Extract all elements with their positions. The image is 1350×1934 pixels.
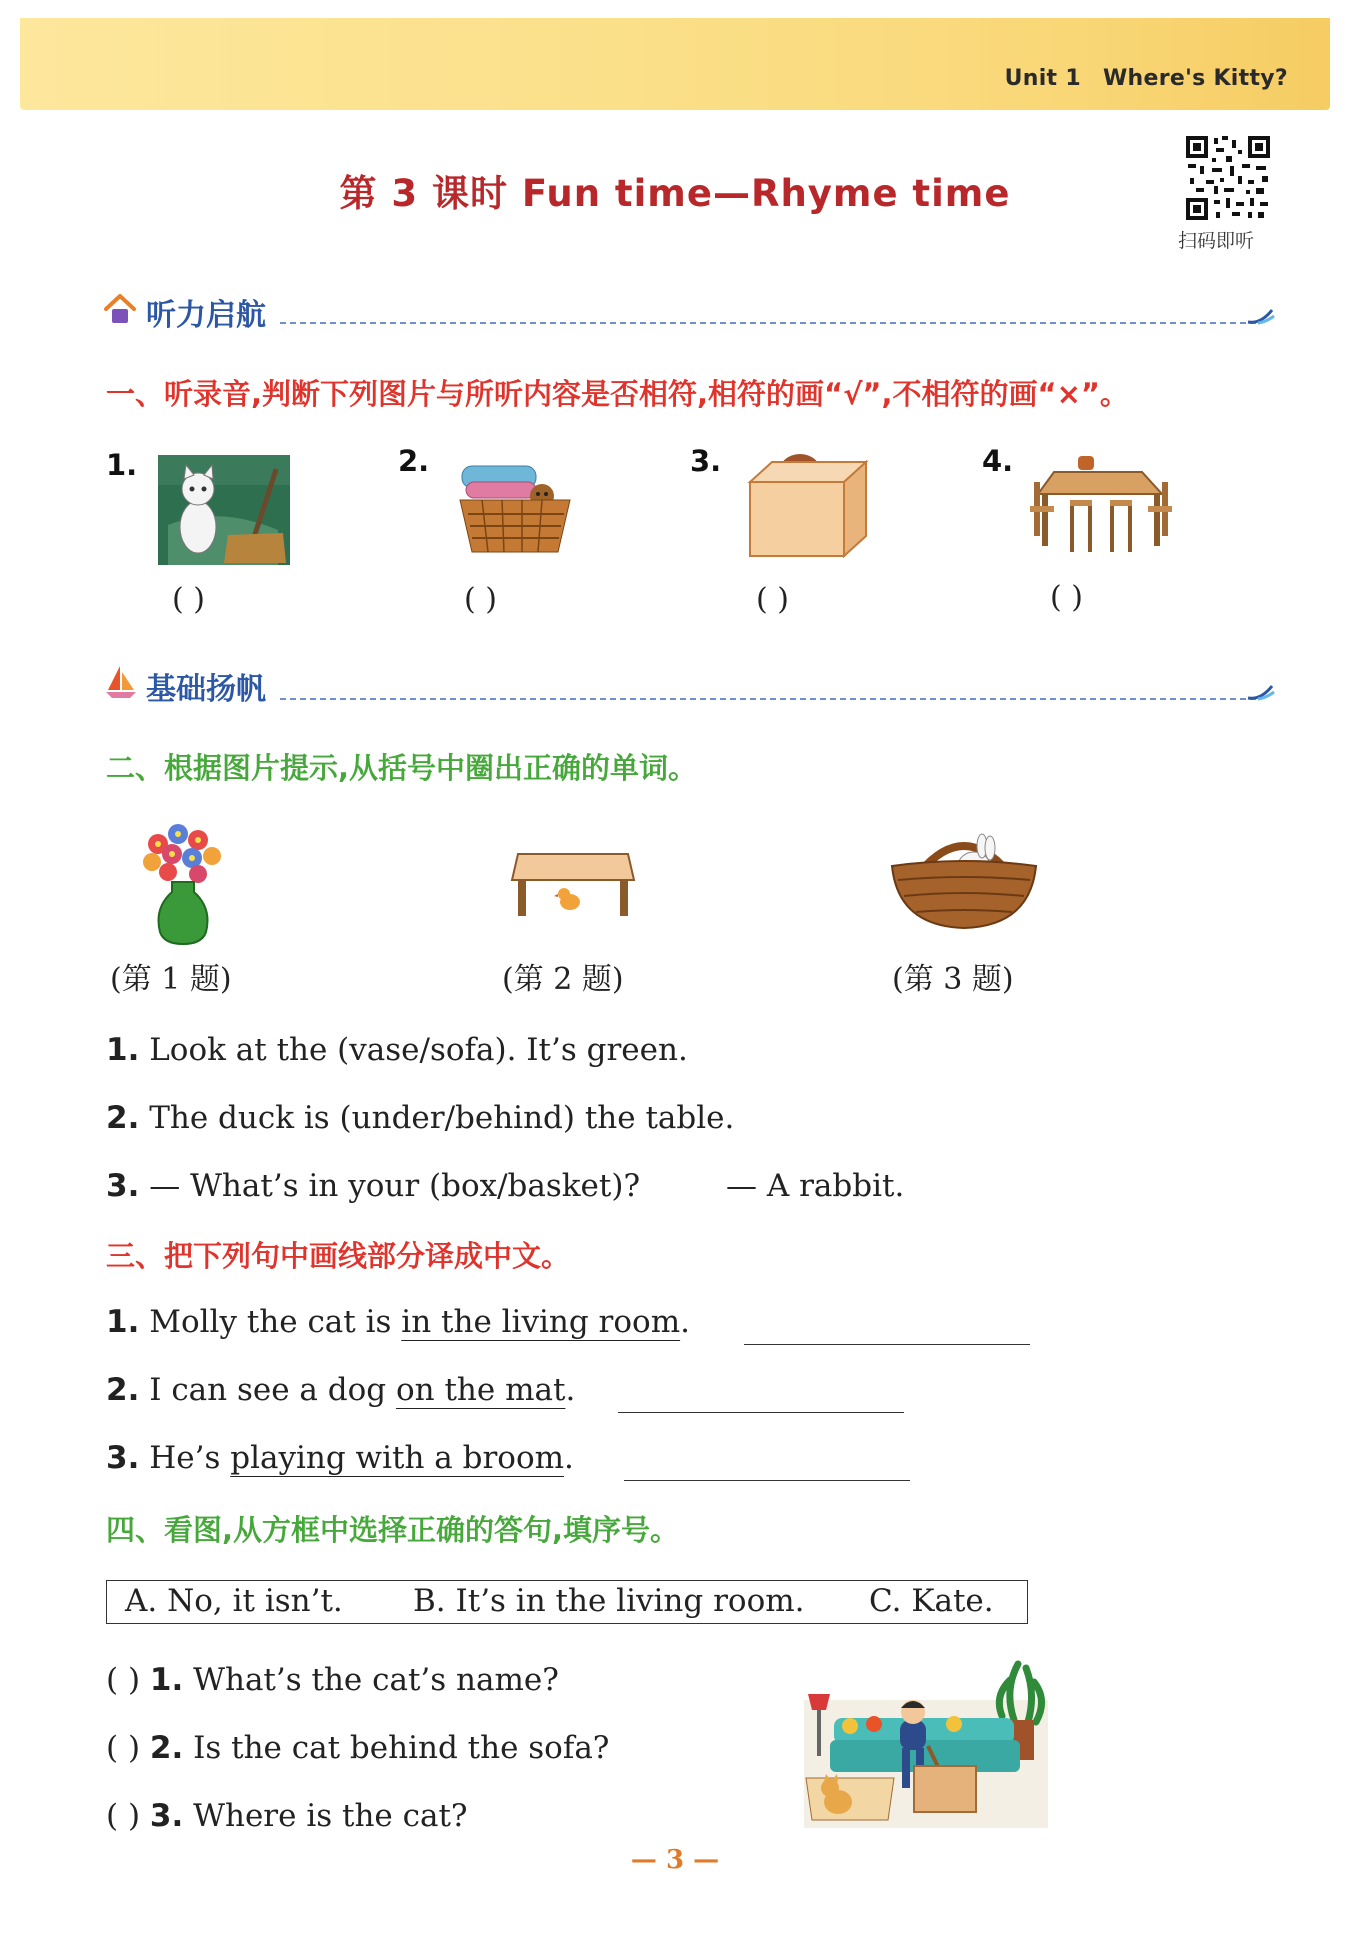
monkey-box-picture xyxy=(748,452,868,564)
circle-item-2-number: 2. xyxy=(106,1100,140,1136)
circle-item-1-number: 1. xyxy=(106,1032,140,1068)
unit-title: Where's Kitty? xyxy=(1102,66,1288,91)
picture-caption-3: (第 3 题) xyxy=(892,962,1014,997)
section3-question: 三、把下列句中画线部分译成中文。 xyxy=(106,1239,571,1273)
translate-item-1 xyxy=(106,1304,690,1340)
match-item-3-answer[interactable]: ( ) xyxy=(106,1798,141,1834)
living-room-picture xyxy=(804,1660,1048,1832)
basket-rabbit-picture xyxy=(890,826,1038,934)
listen-item-3-number: 3. xyxy=(690,444,722,478)
translate-item-2-pre: I can see a dog xyxy=(149,1372,396,1408)
translate-answer-1[interactable] xyxy=(744,1344,1030,1345)
listen-item-4-number: 4. xyxy=(982,444,1014,478)
circle-item-2-text: The duck is (under/behind) the table. xyxy=(149,1100,735,1136)
translate-item-3-underlined: playing with a broom xyxy=(230,1440,564,1476)
listen-item-1-number: 1. xyxy=(106,448,138,482)
unit-label: Unit 1 xyxy=(1004,66,1081,91)
listen-item-3-answer[interactable]: ( ) xyxy=(756,582,789,617)
translate-item-2 xyxy=(106,1372,575,1408)
match-item-2-number: 2. xyxy=(149,1730,184,1766)
picture-caption-1: (第 1 题) xyxy=(110,962,232,997)
qr-code[interactable] xyxy=(1186,136,1270,220)
translate-answer-2[interactable] xyxy=(618,1412,904,1413)
match-item-1-answer[interactable]: ( ) xyxy=(106,1662,141,1698)
option-c: C. Kate. xyxy=(869,1583,994,1619)
translate-item-2-number: 2. xyxy=(106,1372,140,1408)
listen-item-2-number: 2. xyxy=(398,444,430,478)
circle-item-3-number: 3. xyxy=(106,1168,140,1204)
vase-flowers-picture xyxy=(138,822,228,950)
section2-heading: 基础扬帆 xyxy=(146,672,266,707)
basket-with-towel-picture xyxy=(458,460,572,560)
page-title: 第 3 课时 Fun time—Rhyme time xyxy=(339,172,1011,215)
header-band xyxy=(20,18,1330,110)
table-duck-picture xyxy=(508,850,638,924)
circle-item-3-text: — What’s in your (box/basket)? xyxy=(149,1168,641,1204)
house-icon xyxy=(104,293,136,329)
circle-item-1-text: Look at the (vase/sofa). It’s green. xyxy=(149,1032,688,1068)
circle-item-3[interactable] xyxy=(106,1168,640,1204)
match-item-1 xyxy=(106,1662,559,1698)
option-a: A. No, it isn’t. xyxy=(125,1583,343,1619)
match-item-3-number: 3. xyxy=(149,1798,184,1834)
translate-item-2-underlined: on the mat xyxy=(395,1372,566,1408)
match-item-2-text: Is the cat behind the sofa? xyxy=(193,1730,610,1766)
unit-header xyxy=(1005,66,1288,91)
translate-item-2-post: . xyxy=(565,1372,576,1408)
cat-broom-picture xyxy=(158,455,290,569)
translate-item-3-post: . xyxy=(564,1440,574,1476)
qr-caption: 扫码即听 xyxy=(1178,230,1255,252)
translate-item-1-number: 1. xyxy=(106,1304,140,1340)
sailboat-icon xyxy=(106,664,136,704)
listen-item-2-answer[interactable]: ( ) xyxy=(464,582,497,617)
translate-item-3-pre: He’s xyxy=(149,1440,231,1476)
match-item-3 xyxy=(106,1798,468,1834)
translate-item-1-pre: Molly the cat is xyxy=(149,1304,402,1340)
listen-item-4-answer[interactable]: ( ) xyxy=(1050,580,1083,615)
section1-divider xyxy=(280,322,1256,324)
picture-caption-2: (第 2 题) xyxy=(502,962,624,997)
qr-code-icon xyxy=(1186,136,1270,220)
translate-item-1-underlined: in the living room xyxy=(401,1304,681,1340)
match-item-3-text: Where is the cat? xyxy=(193,1798,468,1834)
section2-swoosh-icon xyxy=(1246,682,1276,706)
answer-options-box xyxy=(106,1580,1028,1624)
translate-item-3 xyxy=(106,1440,574,1476)
section2-question: 二、根据图片提示,从括号中圈出正确的单词。 xyxy=(106,751,698,785)
section1-heading: 听力启航 xyxy=(146,298,266,333)
section1-swoosh-icon xyxy=(1246,306,1276,330)
translate-answer-3[interactable] xyxy=(624,1480,910,1481)
section2-divider xyxy=(280,698,1256,700)
translate-item-3-number: 3. xyxy=(106,1440,140,1476)
translate-item-1-post: . xyxy=(680,1304,690,1340)
section4-question: 四、看图,从方框中选择正确的答句,填序号。 xyxy=(106,1513,680,1547)
circle-item-1[interactable] xyxy=(106,1032,688,1068)
circle-item-2[interactable] xyxy=(106,1100,734,1136)
page-number: — 3 — xyxy=(630,1845,720,1875)
section1-question: 一、听录音,判断下列图片与所听内容是否相符,相符的画“√”,不相符的画“×”。 xyxy=(106,377,1129,411)
match-item-1-number: 1. xyxy=(149,1662,184,1698)
match-item-1-text: What’s the cat’s name? xyxy=(193,1662,559,1698)
table-chairs-picture xyxy=(1030,452,1170,560)
match-item-2 xyxy=(106,1730,609,1766)
match-item-2-answer[interactable]: ( ) xyxy=(106,1730,141,1766)
circle-item-3-answer: — A rabbit. xyxy=(726,1168,905,1204)
option-b: B. It’s in the living room. xyxy=(413,1583,805,1619)
listen-item-1-answer[interactable]: ( ) xyxy=(172,582,205,617)
